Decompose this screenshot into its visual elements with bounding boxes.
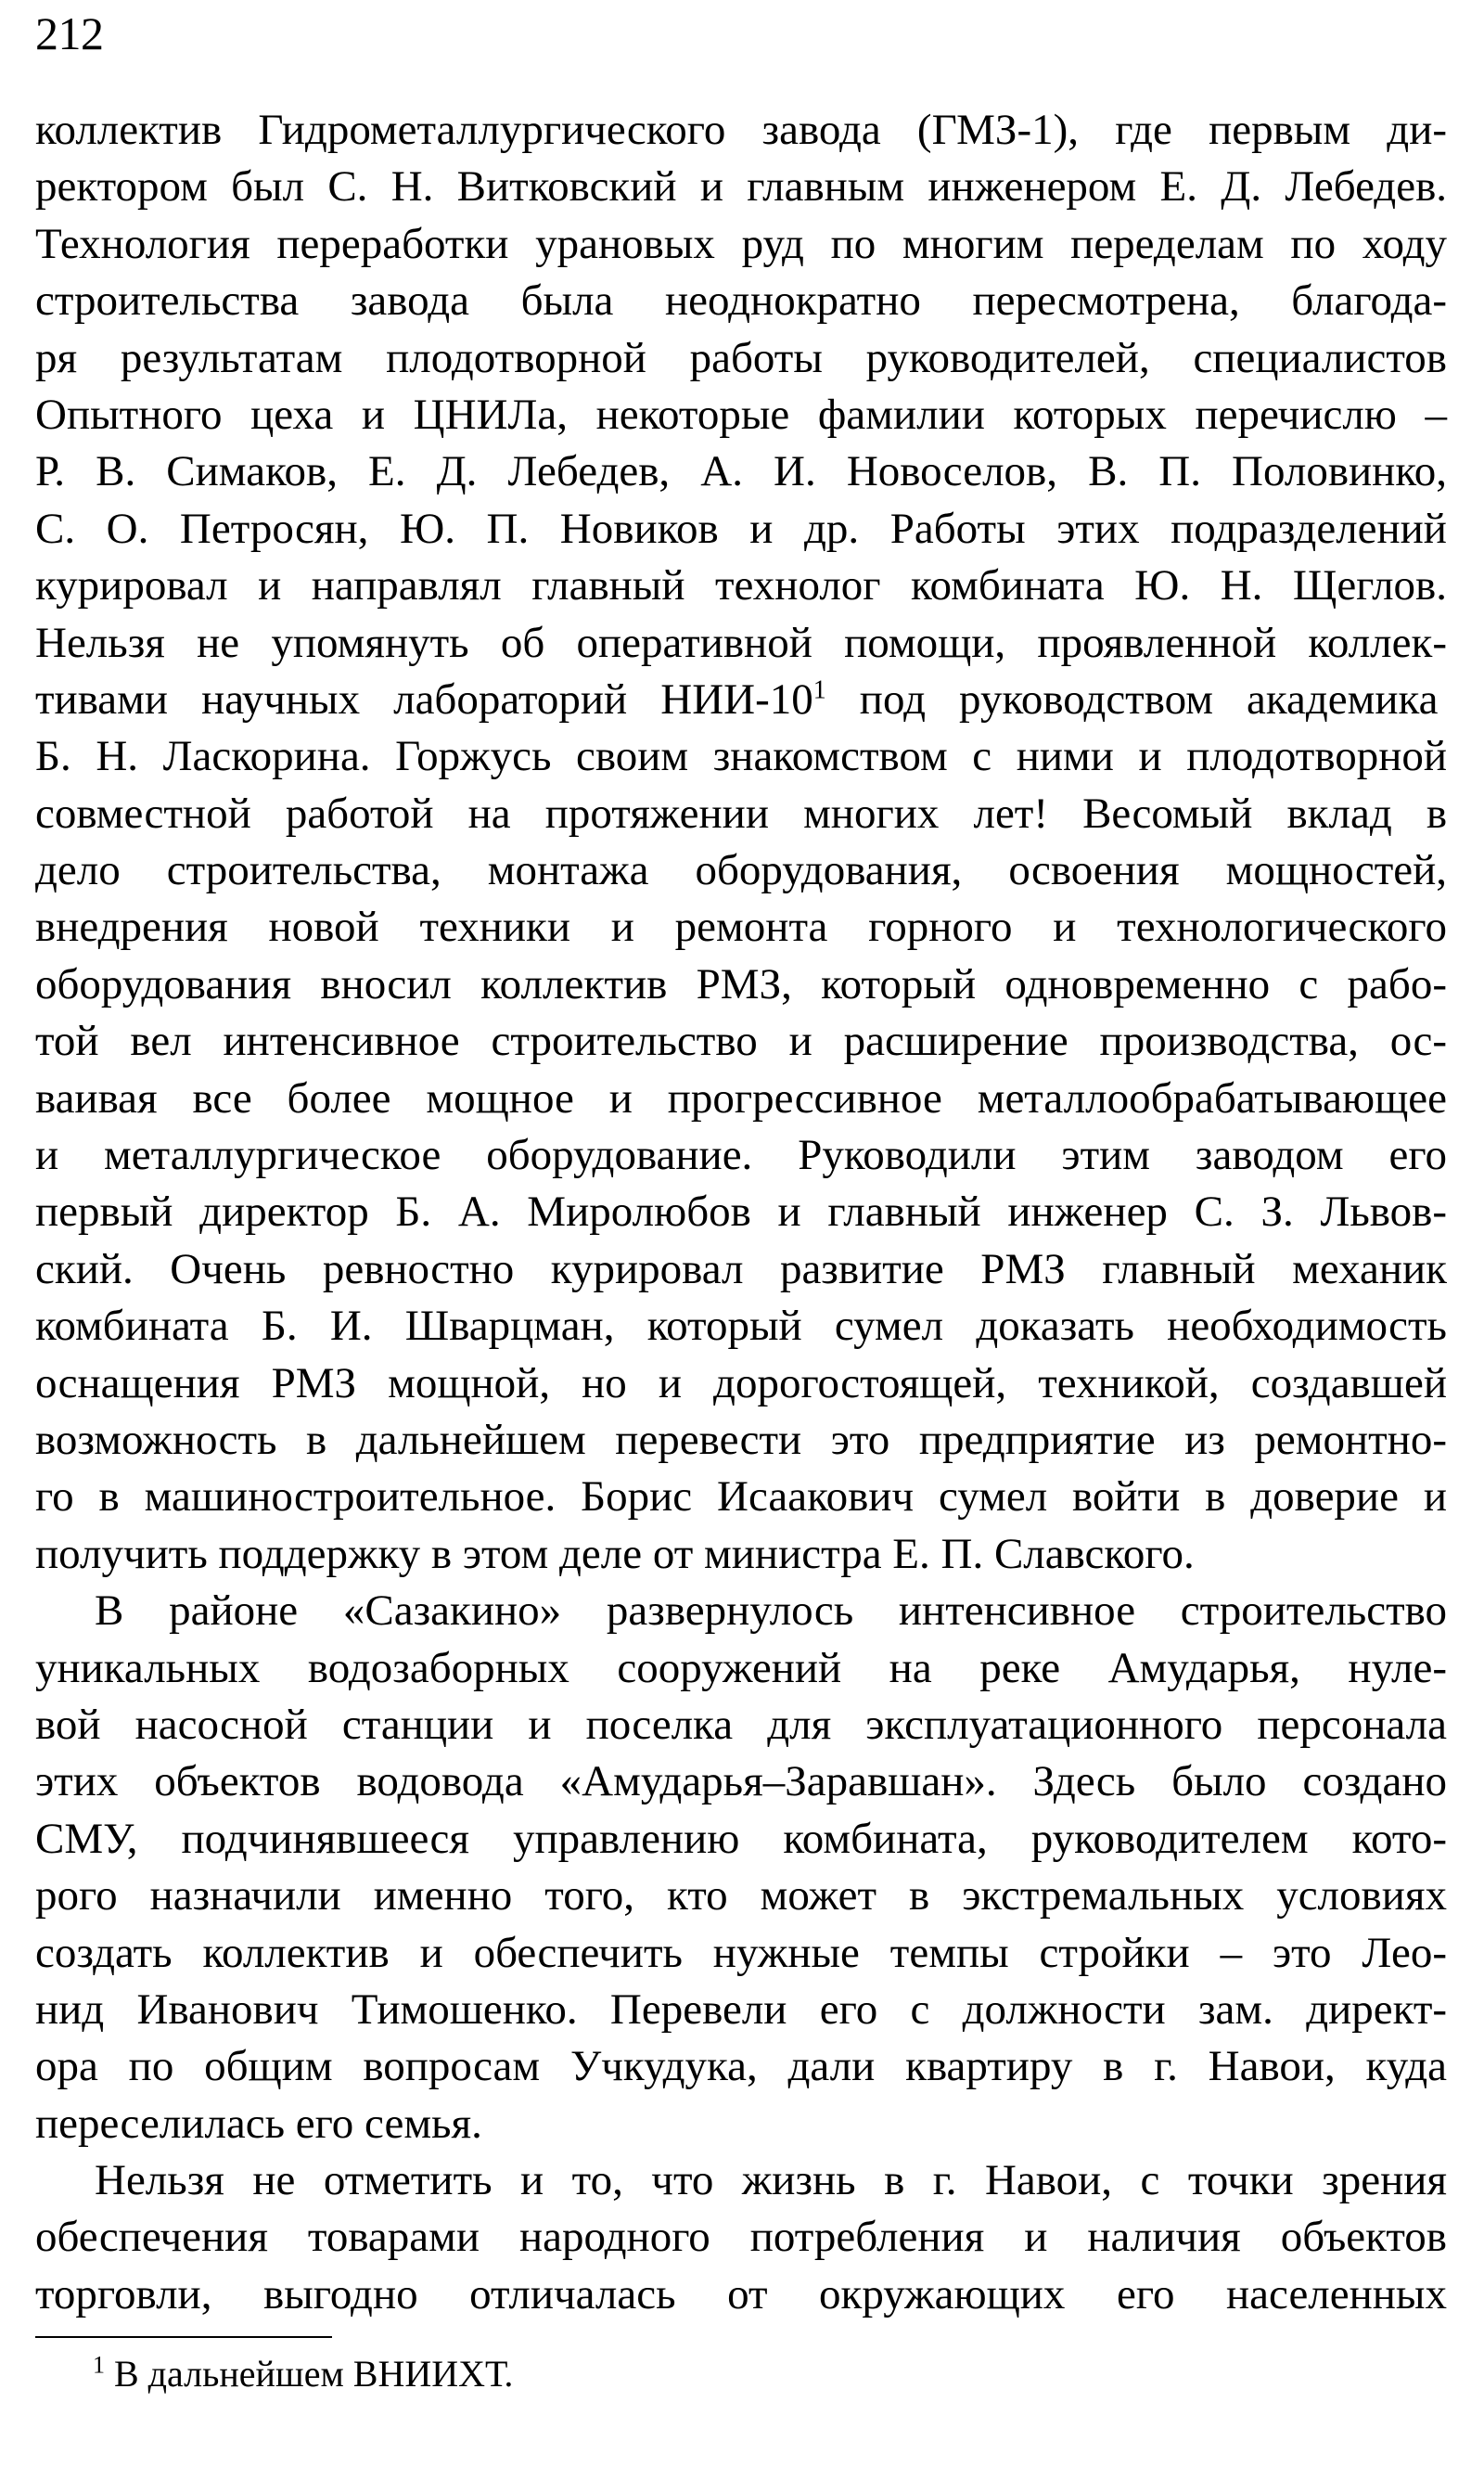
text-line: переселилась его семья. [35,2099,482,2148]
text-line: СМУ, подчинявшееся управлению комбината, руководителем кото- [35,1814,1447,1863]
text-line: совместной работой на протяжении многих лет! Весомый вклад в [35,789,1448,838]
text-line: курировал и направлял главный технолог комбината Ю. Н. Щеглов. [35,561,1447,610]
text-line: и металлургическое оборудование. Руководили этим заводом его [35,1131,1448,1180]
text-line: го в машиностроительное. Борис Исаакович сумел войти в доверие и [35,1472,1447,1522]
text-line: внедрения новой техники и ремонта горного и технологического [35,903,1447,952]
text-line: ора по общим вопросам Учкудука, дали квартиру в г. Навои, куда [35,2042,1448,2091]
text-line: оснащения РМЗ мощной, но и дорогостоящей, техникой, создавшей [35,1358,1447,1407]
text-line: Б. Н. Ласкорина. Горжусь своим знакомством с ними и плодотворной [35,732,1448,781]
text-line: Нельзя не упомянуть об оперативной помощи, проявленной коллек- [35,618,1447,667]
text-line: Нельзя не отметить и то, что жизнь в г. Навои, с точки зрения [95,2156,1448,2205]
text-line: обеспечения товарами народного потребления и наличия объектов [35,2213,1447,2262]
text-line: строительства завода была неоднократно пересмотрена, благода- [35,276,1448,326]
text-segment: под руководством академика [825,674,1439,724]
text-line: вой насосной станции и поселка для эксплуатационного персонала [35,1700,1447,1749]
text-line: этих объектов водовода «Амударья–Заравшан». Здесь было создано [35,1757,1447,1806]
body-text [35,102,1447,2323]
text-line-with-footnote [35,672,1447,728]
text-line: возможность в дальнейшем перевести это предприятие из ремонтно- [35,1415,1447,1464]
text-line: Опытного цеха и ЦНИЛа, некоторые фамилии которых перечислю – [35,390,1448,439]
text-line: той вел интенсивное строительство и расширение производства, ос- [35,1017,1447,1066]
text-line: Технология переработки урановых руд по многим переделам по ходу [35,219,1448,268]
text-line: ректором был С. Н. Витковский и главным инженером Е. Д. Лебедев. [35,162,1448,212]
text-line: ря результатам плодотворной работы руководителей, специалистов [35,333,1447,382]
text-line: создать коллектив и обеспечить нужные темпы стройки – это Лео- [35,1928,1448,1977]
text-line: уникальных водозаборных сооружений на реке Амударья, нуле- [35,1643,1447,1692]
text-line: С. О. Петросян, Ю. П. Новиков и др. Работы этих подразделений [35,504,1447,553]
text-line: рого назначили именно того, кто может в экстремальных условиях [35,1871,1447,1920]
text-line: Р. В. Симаков, Е. Д. Лебедев, А. И. Новоселов, В. П. Половинко, [35,447,1448,496]
footnote-text: В дальнейшем ВНИИХТ. [105,2353,514,2395]
text-line: первый директор Б. А. Миролюбов и главный инженер С. З. Львов- [35,1188,1448,1237]
footnote [93,2349,513,2399]
page-number: 212 [35,7,104,59]
text-line: ский. Очень ревностно курировал развитие РМЗ главный механик [35,1244,1447,1293]
text-line: коллектив Гидрометаллургического завода (ГМЗ-1), где первым ди- [35,106,1448,154]
text-line: дело строительства, монтажа оборудования, освоения мощностей, [35,846,1448,895]
footnote-divider [35,2336,332,2338]
footnote-reference: 1 [812,675,826,705]
text-line: получить поддержку в этом деле от министра Е. П. Славского. [35,1529,1195,1578]
text-line: торговли, выгодно отличалась от окружающих его населенных [35,2269,1448,2318]
text-line: В районе «Сазакино» развернулось интенсивное строительство [95,1586,1447,1636]
text-line: оборудования вносил коллектив РМЗ, который одновременно с рабо- [35,959,1447,1008]
text-line: комбината Б. И. Шварцман, который сумел доказать необходимость [35,1302,1447,1351]
text-segment: тивами научных лабораторий НИИ-10 [35,674,813,724]
text-line: нид Иванович Тимошенко. Перевели его с должности зам. директ- [35,1984,1448,2034]
footnote-marker: 1 [93,2351,105,2379]
text-line: ваивая все более мощное и прогрессивное металлообрабатывающее [35,1073,1448,1123]
